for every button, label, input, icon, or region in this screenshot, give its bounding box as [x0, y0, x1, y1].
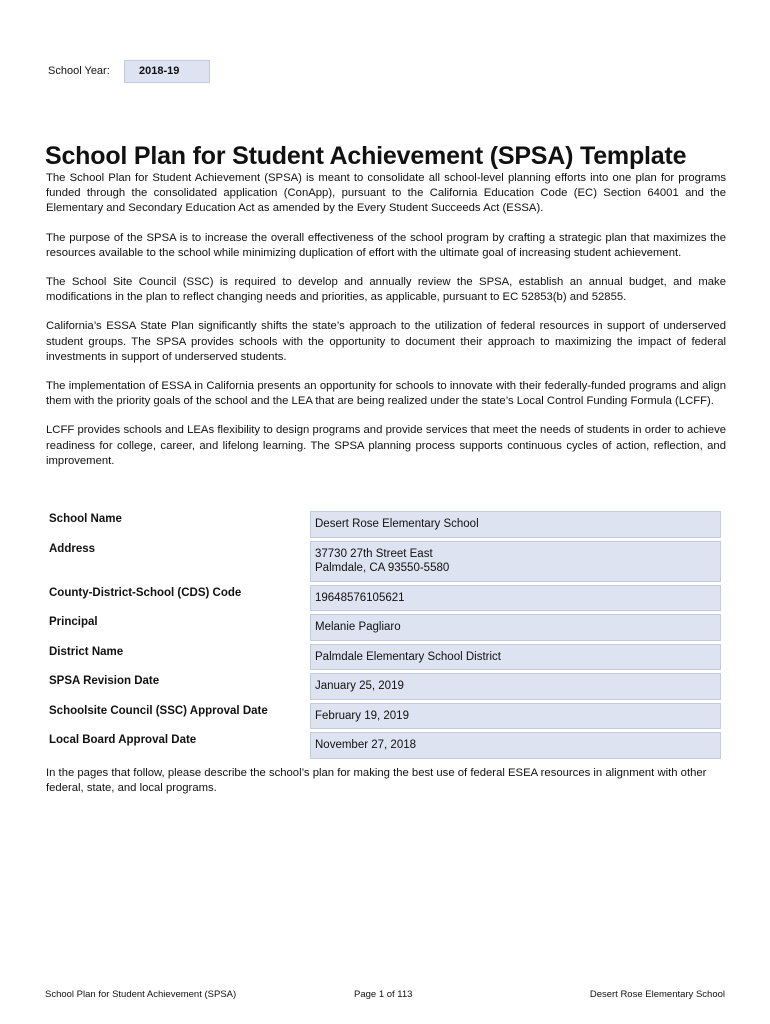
school-year-label: School Year:	[48, 65, 110, 77]
intro-section	[46, 171, 726, 483]
revision-date-label: SPSA Revision Date	[49, 675, 160, 687]
info-row-address	[46, 541, 721, 582]
principal-field[interactable]: Melanie Pagliaro	[310, 614, 721, 641]
school-info-table	[46, 511, 721, 762]
intro-paragraph: The School Site Council (SSC) is required to develop and annually review the SPSA, establish an annual budget, and make modifications in the plan to reflect changing needs and priorities, as applicable, pursuant to EC 52853(b) and 52855.	[46, 276, 726, 304]
info-row-revision-date	[46, 673, 721, 700]
info-row-school-name	[46, 511, 721, 538]
revision-date-field[interactable]: January 25, 2019	[310, 673, 721, 700]
intro-paragraph: California’s ESSA State Plan significantly shifts the state’s approach to the utilization of federal resources in support of underserved student groups. The SPSA provides schools with the opportunity to document their approach to maximizing the impact of federal investments in support of underserved students.	[46, 320, 726, 363]
footer-left: School Plan for Student Achievement (SPSA)	[45, 989, 237, 1000]
district-field[interactable]: Palmdale Elementary School District	[310, 644, 721, 671]
intro-paragraph: LCFF provides schools and LEAs flexibility to design programs and provide services that meet the needs of students in order to achieve readiness for college, career, and lifelong learning. The SPSA planning process supports continuous cycles of action, reflection, and improvement.	[46, 424, 726, 467]
address-line-2: Palmdale, CA 93550-5580	[315, 562, 450, 574]
page-title: School Plan for Student Achievement (SPSA) Template	[45, 142, 687, 170]
intro-paragraph: The purpose of the SPSA is to increase the overall effectiveness of the school program by crafting a strategic plan that maximizes the resources available to the school while minimizing duplication of effort with the ultimate goal of increasing student achievement.	[46, 231, 726, 259]
address-line-1: 37730 27th Street East	[315, 547, 433, 560]
school-name-label: School Name	[49, 513, 122, 525]
footer-right: Desert Rose Elementary School	[589, 989, 725, 1000]
ssc-date-field[interactable]: February 19, 2019	[310, 703, 721, 730]
intro-paragraph: The implementation of ESSA in California presents an opportunity for schools to innovate with their federally-funded programs and align them with the priority goals of the school and the LEA that are being realized under the state’s Local Control Funding Formula (LCFF).	[46, 380, 726, 408]
intro-paragraph: The School Plan for Student Achievement (SPSA) is meant to consolidate all school-level planning efforts into one plan for programs funded through the consolidated application (ConApp), pursuant to the California Education Code (EC) Section 64001 and the Elementary and Secondary Education Act as amended by the Every Student Succeeds Act (ESSA).	[46, 172, 726, 215]
info-row-principal	[46, 614, 721, 641]
ssc-date-label: Schoolsite Council (SSC) Approval Date	[49, 704, 268, 717]
school-year	[48, 59, 210, 83]
info-row-district	[46, 644, 721, 671]
board-date-field[interactable]: November 27, 2018	[310, 732, 721, 759]
school-name-field[interactable]: Desert Rose Elementary School	[310, 511, 721, 538]
info-row-board-date	[46, 732, 721, 759]
info-row-ssc-date	[46, 703, 721, 730]
principal-label: Principal	[49, 616, 98, 628]
address-label: Address	[49, 542, 96, 555]
footer-page-number: Page 1 of 113	[354, 989, 413, 1000]
address-field[interactable]	[310, 541, 721, 582]
board-date-label: Local Board Approval Date	[49, 734, 197, 746]
district-label: District Name	[49, 645, 124, 658]
info-row-cds-code	[46, 585, 721, 612]
closing-paragraph: In the pages that follow, please describe the school’s plan for making the best use of federal ESEA resources in alignment with other federal, state, and local programs.	[46, 767, 707, 795]
cds-code-label: County-District-School (CDS) Code	[49, 586, 242, 599]
cds-code-field[interactable]: 19648576105621	[310, 585, 721, 612]
school-year-field[interactable]: 2018-19	[124, 60, 210, 83]
